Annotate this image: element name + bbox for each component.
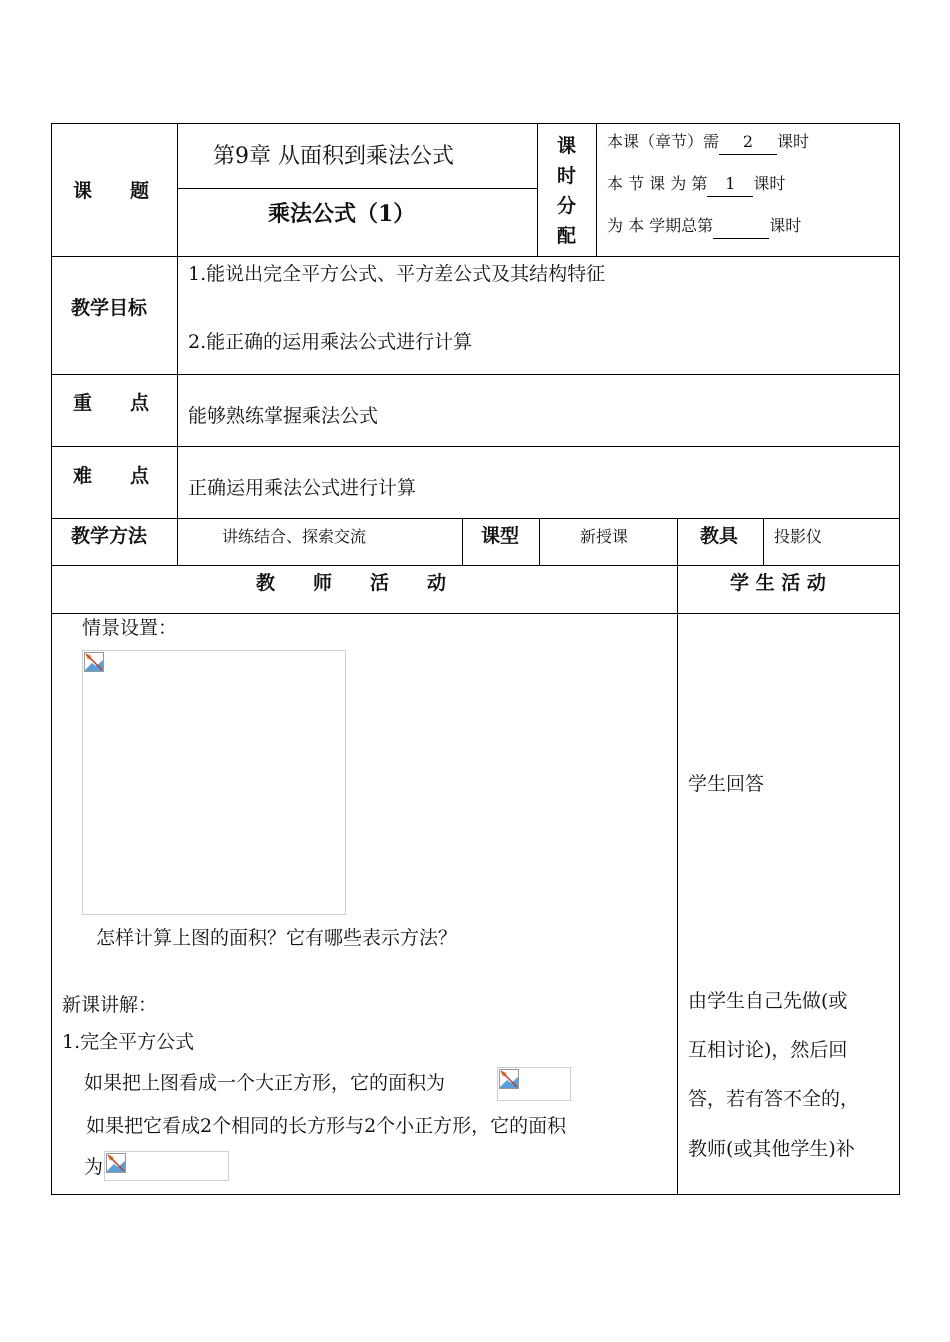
student-para-line: 答，若有答不全的，	[688, 1088, 860, 1110]
goals-label: 教学目标	[71, 297, 148, 319]
chapter-title: 第9章 从面积到乘法公式	[213, 144, 454, 169]
section-1-heading: 1.完全平方公式	[62, 1031, 195, 1053]
key-point-text: 能够熟练掌握乘法公式	[188, 405, 379, 427]
scene-question: 怎样计算上图的面积？它有哪些表示方法？	[96, 927, 458, 949]
hours-line-1	[607, 130, 809, 155]
hours-line-2	[607, 172, 785, 197]
method-label: 教学方法	[71, 525, 148, 547]
key-point-label: 重 点	[73, 392, 150, 414]
hours-label-char: 分	[557, 195, 577, 217]
hours-value: 1	[707, 172, 753, 197]
student-para-line: 互相讨论)，然后回	[688, 1039, 848, 1061]
formula-line-2: 如果把它看成2个相同的长方形与2个小正方形，它的面积	[86, 1115, 567, 1137]
type-value: 新授课	[580, 527, 629, 546]
hours-label-char: 配	[557, 225, 577, 247]
scene-image	[82, 650, 346, 915]
formula-image-2	[104, 1151, 229, 1181]
formula-line-1: 如果把上图看成一个大正方形，它的面积为	[84, 1072, 446, 1094]
goal-item-2: 2.能正确的运用乘法公式进行计算	[188, 331, 473, 353]
hours-label-char: 课	[557, 135, 577, 157]
lesson-title: 乘法公式（1）	[268, 201, 416, 227]
hours-text: 课时	[777, 132, 810, 151]
new-lesson-heading: 新课讲解：	[62, 994, 158, 1016]
topic-label: 课 题	[73, 180, 150, 202]
hours-text: 课时	[753, 174, 786, 193]
tool-value: 投影仪	[774, 527, 823, 546]
formula-line-3: 为	[84, 1156, 104, 1178]
broken-image-icon	[499, 1069, 519, 1089]
tool-label: 教具	[700, 525, 739, 547]
goal-item-1: 1.能说出完全平方公式、平方差公式及其结构特征	[188, 263, 606, 285]
formula-image-1	[497, 1067, 571, 1101]
student-para-line: 由学生自己先做(或	[688, 990, 848, 1012]
student-activity-header: 学 生 活 动	[730, 572, 826, 594]
student-answer: 学生回答	[688, 773, 765, 795]
difficulty-label: 难 点	[73, 465, 150, 487]
difficulty-text: 正确运用乘法公式进行计算	[188, 477, 417, 499]
scene-heading: 情景设置：	[82, 617, 178, 639]
hours-value: 2	[719, 130, 777, 155]
hours-line-3	[607, 214, 801, 239]
hours-label-char: 时	[557, 165, 577, 187]
broken-image-icon	[84, 652, 104, 672]
hours-text: 本课（章节）需	[607, 132, 720, 151]
teacher-activity-header: 教 师 活 动	[256, 572, 447, 594]
hours-text: 本 节 课 为 第	[607, 174, 708, 193]
hours-value	[713, 214, 769, 239]
type-label: 课型	[481, 525, 520, 547]
hours-text: 课时	[769, 216, 802, 235]
method-value: 讲练结合、探索交流	[222, 527, 367, 546]
hours-text: 为 本 学期总第	[607, 216, 714, 235]
broken-image-icon	[106, 1153, 126, 1173]
student-para-line: 教师(或其他学生)补	[688, 1138, 855, 1160]
